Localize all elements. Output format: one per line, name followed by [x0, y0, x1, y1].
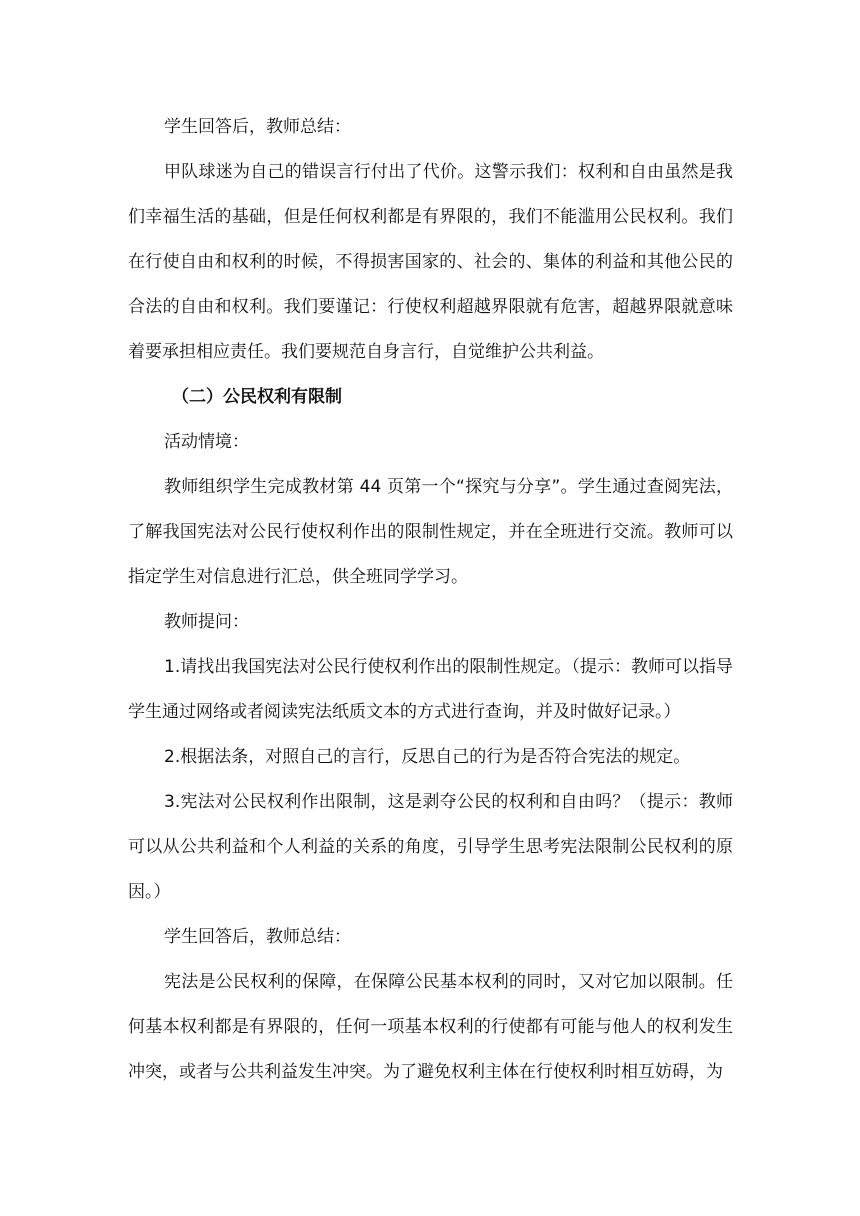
section-heading-2: （二）公民权利有限制: [172, 387, 342, 407]
paragraph-question-1: 1.请找出我国宪法对公民行使权利作出的限制性规定。（提示：教师可以指导学生通过网络或者阅读宪法纸质文本的方式进行查询，并及时做好记录。）: [128, 657, 733, 722]
paragraph-student-answer-summary-2: 学生回答后，教师总结：: [164, 927, 351, 947]
paragraph-teacher-summary-1: 甲队球迷为自己的错误言行付出了代价。这警示我们：权利和自由虽然是我们幸福生活的基础，但是任何权利都是有界限的，我们不能滥用公民权利。我们在行使自由和权利的时候，不得损害国家的、社会的、集体的利益和其他公民的合法的自由和权利。我们要谨记：行使权利超越界限就有危害，超越界限就意味着要承担相应责任。我们要规范自身言行，自觉维护公共利益。: [128, 162, 733, 362]
paragraph-question-3: 3.宪法对公民权利作出限制，这是剥夺公民的权利和自由吗？（提示：教师可以从公共利益和个人利益的关系的角度，引导学生思考宪法限制公民权利的原因。）: [128, 792, 733, 902]
paragraph-student-answer-summary-1: 学生回答后，教师总结：: [164, 117, 351, 137]
paragraph-activity-context-label: 活动情境：: [164, 432, 249, 452]
document-body: [128, 105, 733, 1095]
paragraph-teacher-question-label: 教师提问：: [164, 612, 249, 632]
paragraph-teacher-summary-2: 宪法是公民权利的保障，在保障公民基本权利的同时，又对它加以限制。任何基本权利都是有界限的，任何一项基本权利的行使都有可能与他人的权利发生冲突，或者与公共利益发生冲突。为了避免权利主体在行使权利时相互妨碍，为: [128, 972, 733, 1082]
paragraph-activity-description: 教师组织学生完成教材第 44 页第一个“探究与分享”。学生通过查阅宪法，了解我国宪法对公民行使权利作出的限制性规定，并在全班进行交流。教师可以指定学生对信息进行汇总，供全班同学学习。: [128, 477, 733, 587]
paragraph-question-2: 2.根据法条，对照自己的言行，反思自己的行为是否符合宪法的规定。: [164, 747, 691, 767]
